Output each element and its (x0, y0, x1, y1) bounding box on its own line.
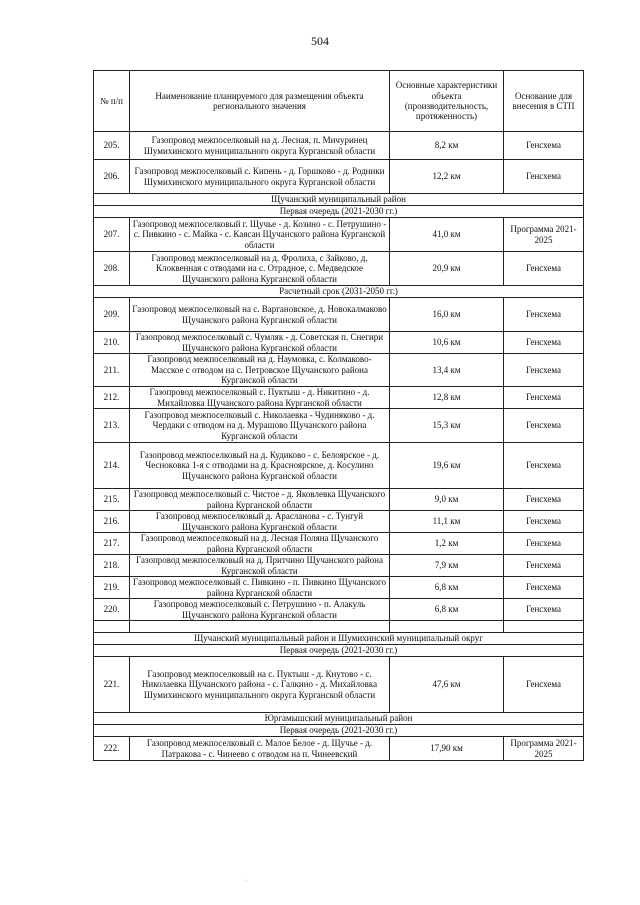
header-basis: Основание для внесения в СТП (504, 71, 584, 132)
cell-value: 19,6 км (390, 443, 504, 489)
cell-name: Газопровод межпоселковый на д. Наумовка, с. Колмаково-Масское с отводом на с. Петровское Щучанского района Курганской области (130, 354, 390, 387)
table-row (94, 533, 584, 555)
cell-name: Газопровод межпоселковый г. Щучье - д. Козино - с. Петрушино - с. Пивкино - с. Майка - с. Каясан Щучанского района Курганской области (130, 218, 390, 252)
table-row (94, 298, 584, 332)
table-row (94, 577, 584, 599)
section-title: Первая очередь (2021-2030 гг.) (94, 206, 584, 218)
cell-value: 41,0 км (390, 218, 504, 252)
page-number: 504 (311, 34, 329, 48)
table-row (94, 160, 584, 194)
cell-name: Газопровод межпоселковый на д. Лесная, п. Мичуринец Шумихинского муниципального округа Курганской области (130, 132, 390, 160)
cell-basis: Генсхема (504, 409, 584, 443)
cell-num: 215. (94, 489, 130, 511)
cell-num: 206. (94, 160, 130, 194)
table-row (94, 599, 584, 621)
cell-basis: Генсхема (504, 354, 584, 387)
table-row (94, 132, 584, 160)
section-row (94, 194, 584, 206)
cell-num: 220. (94, 599, 130, 621)
cell-num: 217. (94, 533, 130, 555)
section-title: Щучанский муниципальный район и Шумихинский муниципальный округ (94, 633, 584, 645)
section-row (94, 725, 584, 737)
header-name: Наименование планируемого для размещения объекта регионального значения (130, 71, 390, 132)
cell-basis: Генсхема (504, 443, 584, 489)
table-row (94, 409, 584, 443)
cell-basis: Программа 2021-2025 (504, 737, 584, 761)
table-row (94, 511, 584, 533)
cell-basis: Генсхема (504, 252, 584, 286)
cell-value: 17,90 км (390, 737, 504, 761)
table-row (94, 354, 584, 387)
cell-num: 216. (94, 511, 130, 533)
cell-basis: Генсхема (504, 298, 584, 332)
header-characteristics: Основные характеристики объекта (производительность, протяженность) (390, 71, 504, 132)
table-row (94, 489, 584, 511)
section-title: Расчетный срок (2031-2050 гг.) (94, 286, 584, 298)
cell-basis: Генсхема (504, 657, 584, 713)
cell-name: Газопровод межпоселковый на д. Фролиха, с Зайково, д. Клоквенная с отводами на с. Отрадное, с. Медведское Щучанского района Курганской области (130, 252, 390, 286)
table-row (94, 218, 584, 252)
cell-basis: Генсхема (504, 533, 584, 555)
cell-value: 1,2 км (390, 533, 504, 555)
cell-name: Газопровод межпоселковый с. Николаевка - Чудиняково - д. Чердаки с отводом на д. Мурашово Щучанского района Курганской области (130, 409, 390, 443)
cell-name: Газопровод межпоселковый д. Арасланова - с. Тунгуй Щучанского района Курганской области (130, 511, 390, 533)
cell-num: 219. (94, 577, 130, 599)
cell-num: 208. (94, 252, 130, 286)
cell-num: 213. (94, 409, 130, 443)
empty-row (94, 621, 584, 633)
cell-basis: Генсхема (504, 489, 584, 511)
cell-num: 221. (94, 657, 130, 713)
cell-value: 13,4 км (390, 354, 504, 387)
section-title: Первая очередь (2021-2030 гг.) (94, 645, 584, 657)
cell-name: Газопровод межпоселковый на с. Варгановское, д. Новокалмаково Щучанского района Курганской области (130, 298, 390, 332)
section-title: Юргамышский муниципальный район (94, 713, 584, 725)
cell-basis: Генсхема (504, 511, 584, 533)
cell-basis: Генсхема (504, 387, 584, 409)
section-title: Щучанский муниципальный район (94, 194, 584, 206)
cell-value: 11,1 км (390, 511, 504, 533)
cell-basis: Генсхема (504, 555, 584, 577)
cell-num: 207. (94, 218, 130, 252)
header-num: № п/п (94, 71, 130, 132)
cell-basis: Генсхема (504, 599, 584, 621)
cell-num: 205. (94, 132, 130, 160)
table-header-row (94, 71, 584, 132)
cell-num: 222. (94, 737, 130, 761)
cell-value: 8,2 км (390, 132, 504, 160)
cell-basis: Генсхема (504, 160, 584, 194)
cell-num: 214. (94, 443, 130, 489)
cell-name: Газопровод межпоселковый с. Пивкино - п. Пивкино Щучанского района Курганской области (130, 577, 390, 599)
section-row (94, 633, 584, 645)
cell-num: 209. (94, 298, 130, 332)
cell-value: 9,0 км (390, 489, 504, 511)
table-row (94, 443, 584, 489)
cell-basis: Генсхема (504, 577, 584, 599)
section-title: Первая очередь (2021-2030 гг.) (94, 725, 584, 737)
cell-value: 47,6 км (390, 657, 504, 713)
cell-value: 6,8 км (390, 599, 504, 621)
objects-table (93, 70, 584, 761)
empty-cell (130, 621, 390, 633)
cell-value: 10,6 км (390, 332, 504, 354)
cell-name: Газопровод межпоселковый с. Чистое - д. Яковлевка Щучанского района Курганской области (130, 489, 390, 511)
cell-value: 16,0 км (390, 298, 504, 332)
cell-name: Газопровод межпоселковый с. Петрушино - п. Алакуль Щучанского района Курганской области (130, 599, 390, 621)
cell-name: Газопровод межпоселковый с. Пуктыш - д. Никитино - д. Михайловка Щучанского района Курганской области (130, 387, 390, 409)
cell-basis: Программа 2021-2025 (504, 218, 584, 252)
cell-value: 12,2 км (390, 160, 504, 194)
empty-cell (504, 621, 584, 633)
table-row (94, 657, 584, 713)
cell-name: Газопровод межпоселковый на д. Притчино Щучанского района Курганской области (130, 555, 390, 577)
cell-name: Газопровод межпоселковый с. Чумляк - д. Советская п. Снегири Щучанского района Курганской области (130, 332, 390, 354)
cell-num: 210. (94, 332, 130, 354)
empty-cell (94, 621, 130, 633)
cell-value: 20,9 км (390, 252, 504, 286)
cell-num: 211. (94, 354, 130, 387)
scan-mark: · (245, 878, 247, 884)
table-row (94, 737, 584, 761)
section-row (94, 286, 584, 298)
cell-name: Газопровод межпоселковый на с. Пуктыш - д. Кнутово - с. Николаевка Щучанского района - с. Галкино - д. Михайловка Шумихинского муниципального округа Курганской области (130, 657, 390, 713)
table-row (94, 332, 584, 354)
table-row (94, 252, 584, 286)
cell-num: 218. (94, 555, 130, 577)
table-body (94, 132, 584, 761)
section-row (94, 645, 584, 657)
cell-name: Газопровод межпоселковый на д. Лесная Поляна Щучанского района Курганской области (130, 533, 390, 555)
cell-value: 6,8 км (390, 577, 504, 599)
table-row (94, 387, 584, 409)
empty-cell (390, 621, 504, 633)
cell-value: 15,3 км (390, 409, 504, 443)
cell-name: Газопровод межпоселковый с. Малое Белое - д. Щучье - д. Патракова - с. Чинеево с отводом на п. Чинеевский (130, 737, 390, 761)
section-row (94, 713, 584, 725)
cell-basis: Генсхема (504, 132, 584, 160)
cell-value: 7,9 км (390, 555, 504, 577)
cell-name: Газопровод межпоселковый на д. Кудиково - с. Белоярское - д. Чесноковка 1-я с отводами на д. Красноярское, д. Косулино Щучанского района Курганской области (130, 443, 390, 489)
cell-value: 12,8 км (390, 387, 504, 409)
cell-num: 212. (94, 387, 130, 409)
section-row (94, 206, 584, 218)
table-row (94, 555, 584, 577)
cell-basis: Генсхема (504, 332, 584, 354)
cell-name: Газопровод межпоселковый с. Кипень - д. Горшково - д. Родники Шумихинского муниципального округа Курганской области (130, 160, 390, 194)
